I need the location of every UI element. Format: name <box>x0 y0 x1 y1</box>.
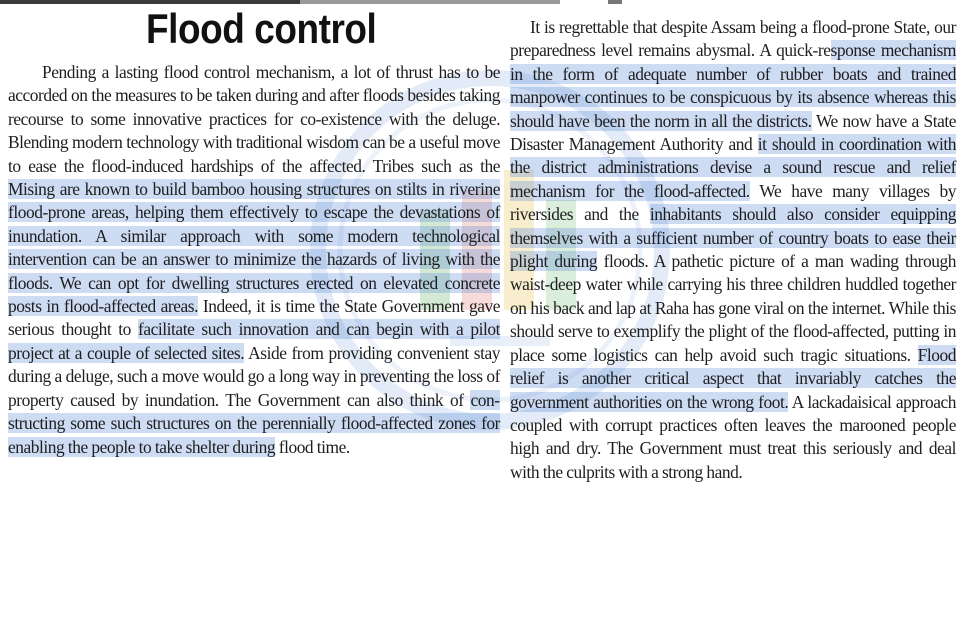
body-text: flood time. <box>275 436 350 457</box>
body-text: Pending a lasting flood control mechanism, a lot of thrust has to be accorded on the measures to be taken during and after floods besides taking recourse to some innovative practices for co-existence with the deluge. Blending modern technology with traditional wisdom can be a useful move to ease the flood-induced hardships of the affected. Tribes such as the <box>8 62 500 176</box>
highlighted-text: facilitate such innovation and can begin with a pilot project at a couple of selected sites. <box>8 319 500 363</box>
right-column-text <box>510 16 956 484</box>
body-text: floods. A pathetic picture of a man wading through waist-deep water while carrying his three children huddled together on his back and lap at Raha has gone viral on the internet. While this should serve to exemplify the plight of the flood-affected, putting in place some logistics can help avoid such tragic situations. <box>510 251 956 365</box>
highlighted-text: it should in coordination with the district administrations devise a sound rescue and relief mechanism for the flood-affected. <box>510 134 957 201</box>
body-text: Indeed, it is time the State Government gave serious thought to <box>8 296 500 340</box>
body-text: Aside from providing convenient stay during a deluge, such a move would go a long way in preventing the loss of property caused by inundation. The Government can also think of <box>8 342 500 410</box>
body-text: We now have a State Disaster Management Authority and <box>510 110 956 155</box>
highlighted-text: sponse mechanism in the form of adequate number of rubber boats and trained manpower continues to be conspicuous by its absence whereas this should have been the norm in all the districts. <box>510 40 956 131</box>
body-text: We have many villages by riversides and the <box>510 180 956 225</box>
clipping-top-mark <box>608 0 622 4</box>
left-column-text <box>8 61 500 459</box>
highlighted-text: inhabitants should also consider equipping themselves with a sufficient number of country boats to ease their plight during <box>510 204 957 272</box>
highlighted-text: Flood relief is another critical aspect that invariably catches the government authorities on the wrong foot. <box>510 344 956 412</box>
body-text: A lackadaisical approach coupled with corrupt practices often leaves the marooned people high and dry. The Government must treat this seriously and deal with the culprits with a strong hand. <box>510 391 956 482</box>
body-text: It is regrettable that despite Assam being a flood-prone State, our preparedness level remains abysmal. A quick-re <box>510 17 956 61</box>
highlighted-text: Mising are known to build bamboo housing structures on stilts in riverine flood-prone areas, helping them effectively to escape the devastations of inundation. A similar approach with some modern technological intervention can be an answer to minimize the hazards of living with the floods. We can opt for dwelling structures erected on elevated concrete posts in flood-affected areas. <box>8 179 500 317</box>
headline: Flood control <box>146 5 377 52</box>
clipping-top-edge <box>0 0 960 4</box>
highlighted-text: constructing some such structures on the perennially flood-affected zones for enabling the people to take shelter during <box>8 389 500 457</box>
